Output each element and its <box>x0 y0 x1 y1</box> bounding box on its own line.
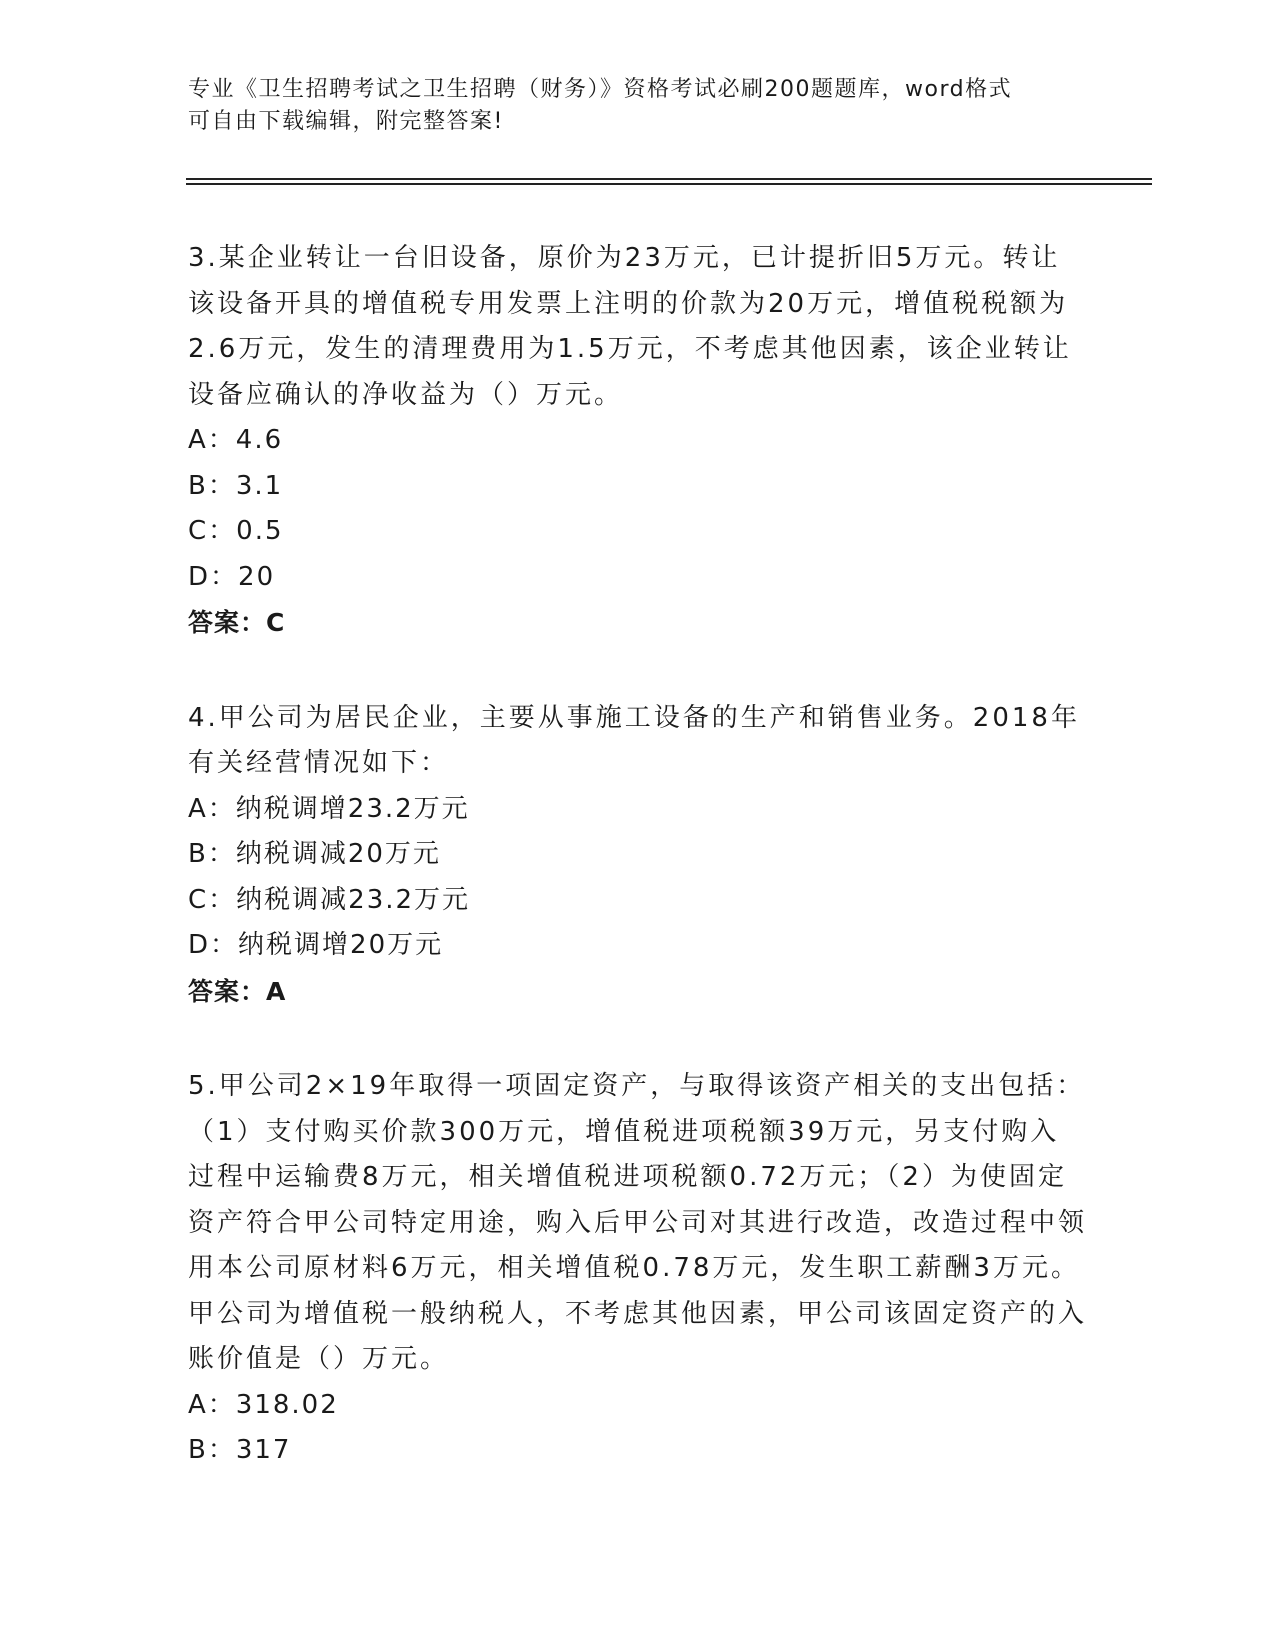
question-stem: 5.甲公司2×19年取得一项固定资产，与取得该资产相关的支出包括：（1）支付购买价款300万元，增值税进项税额39万元，另支付购入过程中运输费8万元，相关增值税进项税额0.72万元；（2）为使固定资产符合甲公司特定用途，购入后甲公司对其进行改造，改造过程中领用本公司原材料6万元，相关增值税0.78万元，发生职工薪酬3万元。甲公司为增值税一般纳税人，不考虑其他因素，甲公司该固定资产的入账价值是（）万元。 <box>188 1071 1088 1374</box>
option-a: A：纳税调增23.2万元 <box>188 793 470 824</box>
header-divider-top <box>186 178 1152 180</box>
question-stem: 4.甲公司为居民企业，主要从事施工设备的生产和销售业务。2018年有关经营情况如下： <box>188 702 1080 778</box>
option-d: D：纳税调增20万元 <box>188 930 444 960</box>
question-list <box>188 236 1088 1524</box>
answer-label: 答案：C <box>188 608 286 637</box>
document-header <box>188 74 1068 138</box>
option-b: B：317 <box>188 1435 292 1465</box>
option-c: C：纳税调减23.2万元 <box>188 884 471 915</box>
option-b: B：纳税调减20万元 <box>188 839 441 869</box>
question-4 <box>188 696 1088 1015</box>
question-stem: 3.某企业转让一台旧设备，原价为23万元，已计提折旧5万元。转让该设备开具的增值税专用发票上注明的价款为20万元，增值税税额为2.6万元，发生的清理费用为1.5万元，不考虑其他因素，该企业转让设备应确认的净收益为（）万元。 <box>188 243 1072 410</box>
option-d: D：20 <box>188 561 276 592</box>
option-c: C：0.5 <box>188 516 284 546</box>
header-divider-bottom <box>186 183 1152 185</box>
answer-label: 答案：A <box>188 976 287 1006</box>
option-b: B：3.1 <box>188 470 284 501</box>
option-a: A：318.02 <box>188 1389 339 1420</box>
question-5 <box>188 1064 1088 1474</box>
question-3 <box>188 236 1088 646</box>
option-a: A：4.6 <box>188 425 284 455</box>
header-line-1: 专业《卫生招聘考试之卫生招聘（财务）》资格考试必刷200题题库，word格式 <box>188 77 1013 102</box>
header-line-2: 可自由下载编辑，附完整答案! <box>188 109 504 134</box>
